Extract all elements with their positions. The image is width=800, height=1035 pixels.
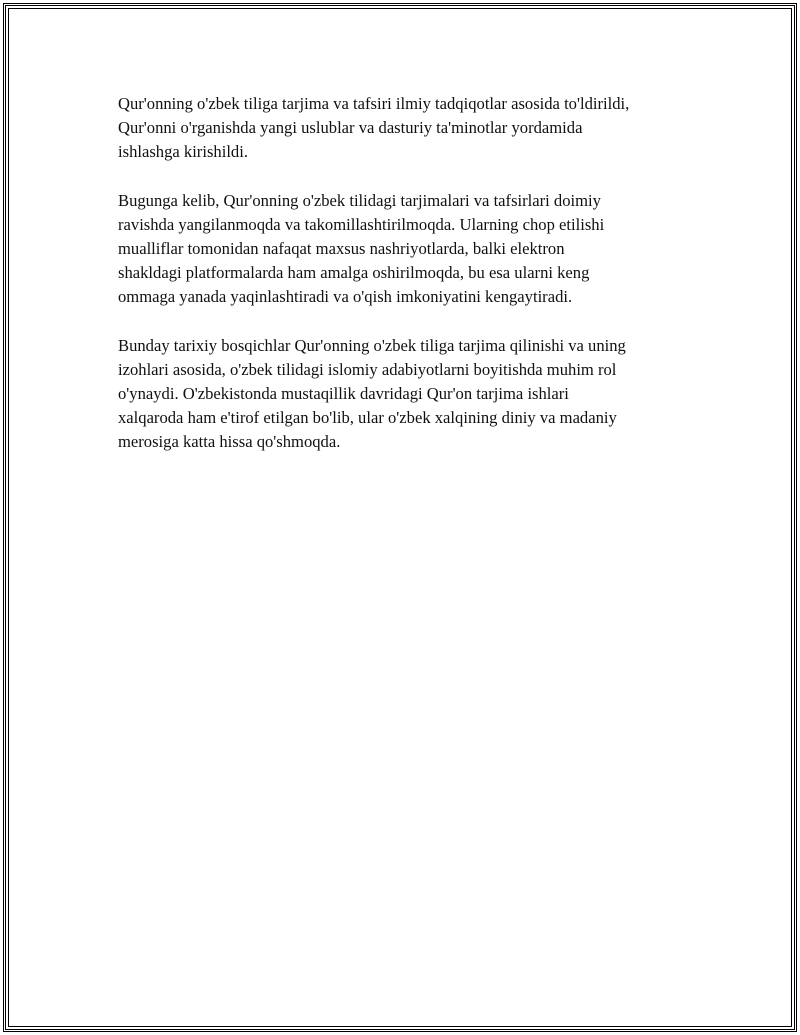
paragraph-line: shakldagi platformalarda ham amalga oshirilmoqda, bu esa ularni keng: [118, 263, 590, 283]
paragraph-line: ommaga yanada yaqinlashtiradi va o'qish imkoniyatini kengaytiradi.: [118, 287, 573, 307]
paragraph-2: [118, 189, 703, 310]
paragraph-line: mualliflar tomonidan nafaqat maxsus nashriyotlarda, balki elektron: [118, 239, 565, 259]
paragraph-3: [118, 334, 703, 455]
paragraph-line: Qur'onning o'zbek tiliga tarjima va tafsiri ilmiy tadqiqotlar asosida to'ldirildi,: [118, 94, 630, 113]
paragraph-line: Bugunga kelib, Qur'onning o'zbek tilidagi tarjimalari va tafsirlari doimiy: [118, 190, 601, 210]
paragraph-line: Qur'onni o'rganishda yangi uslublar va dasturiy ta'minotlar yordamida: [118, 118, 583, 138]
paragraph-line: ravishda yangilanmoqda va takomillashtirilmoqda. Ularning chop etilishi: [118, 214, 605, 234]
paragraph-line: izohlari asosida, o'zbek tilidagi islomiy adabiyotlarni boyitishda muhim rol: [118, 359, 617, 379]
paragraph-line: Bunday tarixiy bosqichlar Qur'onning o'zbek tiliga tarjima qilinishi va uning: [118, 335, 626, 355]
paragraph-line: merosiga katta hissa qo'shmoqda.: [118, 432, 341, 452]
paragraph-line: ishlashga kirishildi.: [118, 142, 248, 162]
paragraph-line: xalqaroda ham e'tirof etilgan bo'lib, ular o'zbek xalqining diniy va madaniy: [118, 408, 617, 428]
document-body: [118, 92, 703, 479]
paragraph-line: o'ynaydi. O'zbekistonda mustaqillik davridagi Qur'on tarjima ishlari: [118, 384, 569, 404]
paragraph-1: [118, 92, 703, 165]
